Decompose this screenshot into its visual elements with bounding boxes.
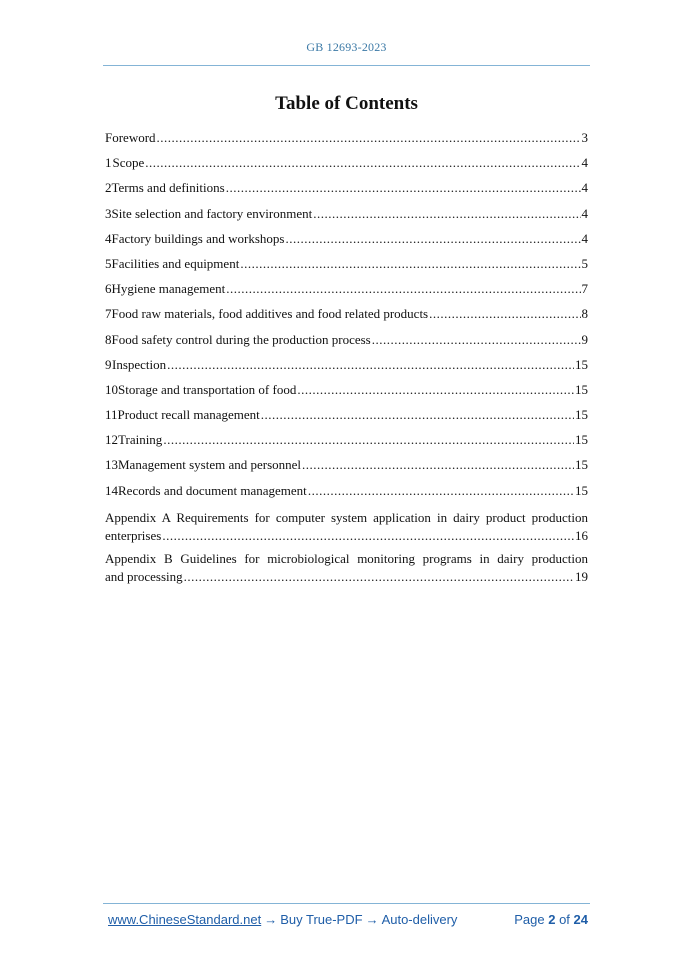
toc-entry-page: 8 [581, 306, 588, 322]
toc-entry-continuation [105, 568, 588, 586]
toc-entry-label: Management system and personnel [118, 457, 302, 473]
toc-leader-dots [297, 382, 574, 398]
site-link[interactable]: www.ChineseStandard.net [108, 912, 262, 927]
toc-leader-dots [167, 357, 574, 373]
toc-entry-9[interactable] [105, 357, 588, 382]
toc-entry-label: Appendix B Guidelines for microbiological monitoring programs in dairy production [105, 550, 588, 566]
toc-leader-dots [163, 432, 574, 448]
toc-leader-dots [429, 306, 580, 322]
toc-leader-dots [162, 527, 574, 545]
toc-entry-number: 1 [105, 155, 112, 171]
toc-entry-label: Hygiene management [111, 281, 226, 297]
toc-entry-number: 7 [105, 306, 112, 322]
toc-leader-dots [302, 457, 574, 473]
toc-entry-page: 15 [575, 356, 588, 372]
toc-entry-14[interactable] [105, 483, 588, 508]
arrow-right-icon: → [264, 912, 278, 927]
toc-entry-label: Product recall management [117, 407, 260, 423]
toc-entry-7[interactable] [105, 306, 588, 331]
toc-entry-number: 4 [105, 230, 112, 246]
toc-entry-number: 5 [105, 255, 112, 271]
toc-entry-page: 15 [575, 432, 588, 448]
toc-entry-page: 4 [581, 180, 588, 196]
toc-entry-5[interactable] [105, 256, 588, 281]
toc-entry-number: 8 [105, 331, 112, 347]
toc-entry-number: 11 [105, 407, 118, 423]
toc-entry-10[interactable] [105, 382, 588, 407]
toc-leader-dots [145, 155, 580, 171]
toc-leader-dots [240, 256, 580, 272]
toc-entry-label-cont: enterprises [105, 527, 162, 543]
arrow-right-icon: → [365, 912, 379, 927]
page-total: 24 [573, 912, 588, 927]
toc-entry-continuation [105, 527, 588, 545]
standard-code: GB 12693-2023 [306, 40, 387, 54]
page-label: Page [514, 912, 545, 927]
toc-entry-page: 9 [581, 331, 588, 347]
toc-leader-dots [313, 206, 580, 222]
toc-entry-appendix-a[interactable] [105, 509, 588, 545]
toc-entry-page: 5 [581, 255, 588, 271]
toc-entry-label-cont: and processing [105, 568, 183, 584]
toc-entry-number: 12 [105, 432, 118, 448]
toc-entry-number: 14 [105, 482, 118, 498]
toc-entry-page: 4 [581, 155, 588, 171]
toc-entry-foreword[interactable] [105, 130, 588, 155]
toc-entry-1[interactable] [105, 155, 588, 180]
toc-entry-label: Appendix A Requirements for computer system application in dairy product production [105, 509, 588, 525]
toc-entry-8[interactable] [105, 332, 588, 357]
toc-entry-3[interactable] [105, 206, 588, 231]
buy-pdf-text: Buy True-PDF [280, 912, 363, 927]
toc-entry-label: Factory buildings and workshops [111, 230, 285, 246]
toc-entry-number: 13 [105, 457, 118, 473]
toc-leader-dots [308, 483, 574, 499]
toc-entry-page: 4 [581, 205, 588, 221]
toc-entry-2[interactable] [105, 180, 588, 205]
toc-entry-label: Food raw materials, food additives and food related products [111, 306, 429, 322]
toc-leader-dots [372, 332, 581, 348]
toc-entry-number: 3 [105, 205, 112, 221]
toc-entry-label: Terms and definitions [111, 180, 225, 196]
toc-leader-dots [157, 130, 581, 146]
toc-entry-page: 7 [581, 281, 588, 297]
toc-entry-label: Records and document management [118, 482, 307, 498]
auto-delivery-text: Auto-delivery [381, 912, 458, 927]
toc-entry-number: 6 [105, 281, 112, 297]
toc-entry-label: Training [118, 432, 163, 448]
toc-leader-dots [285, 231, 580, 247]
footer-divider [103, 903, 590, 904]
toc-entry-label: Facilities and equipment [111, 255, 240, 271]
toc-entry-page: 15 [575, 381, 588, 397]
toc-entry-label: Foreword [105, 130, 156, 145]
page-footer [108, 912, 588, 930]
toc-entry-11[interactable] [105, 407, 588, 432]
toc-entry-page: 19 [575, 568, 588, 584]
toc-entry-label: Food safety control during the production process [111, 331, 371, 347]
toc-entry-label: Scope [112, 155, 145, 171]
of-label: of [559, 912, 570, 927]
toc-entry-13[interactable] [105, 457, 588, 482]
header-divider [103, 65, 590, 66]
toc-entry-6[interactable] [105, 281, 588, 306]
toc-entry-label: Inspection [112, 356, 167, 372]
toc-leader-dots [261, 407, 574, 423]
toc-entry-label: Storage and transportation of food [118, 381, 297, 397]
toc-leader-dots [226, 281, 580, 297]
toc-entry-12[interactable] [105, 432, 588, 457]
toc-entry-appendix-b[interactable] [105, 550, 588, 586]
toc-entry-4[interactable] [105, 231, 588, 256]
toc-entry-number: 9 [105, 356, 112, 372]
toc-entry-page: 16 [575, 527, 588, 543]
toc-leader-dots [226, 180, 581, 196]
page-title: Table of Contents [275, 93, 418, 114]
toc-entry-page: 3 [581, 130, 588, 145]
toc-entry-page: 15 [575, 457, 588, 473]
toc-entry-label: Site selection and factory environment [111, 205, 313, 221]
page-current: 2 [548, 912, 556, 927]
toc-entry-number: 2 [105, 180, 112, 196]
toc-entry-number: 10 [105, 381, 118, 397]
toc-entry-page: 15 [575, 407, 588, 423]
table-of-contents [105, 130, 588, 591]
toc-leader-dots [184, 568, 574, 586]
toc-entry-page: 15 [575, 482, 588, 498]
toc-entry-page: 4 [581, 230, 588, 246]
